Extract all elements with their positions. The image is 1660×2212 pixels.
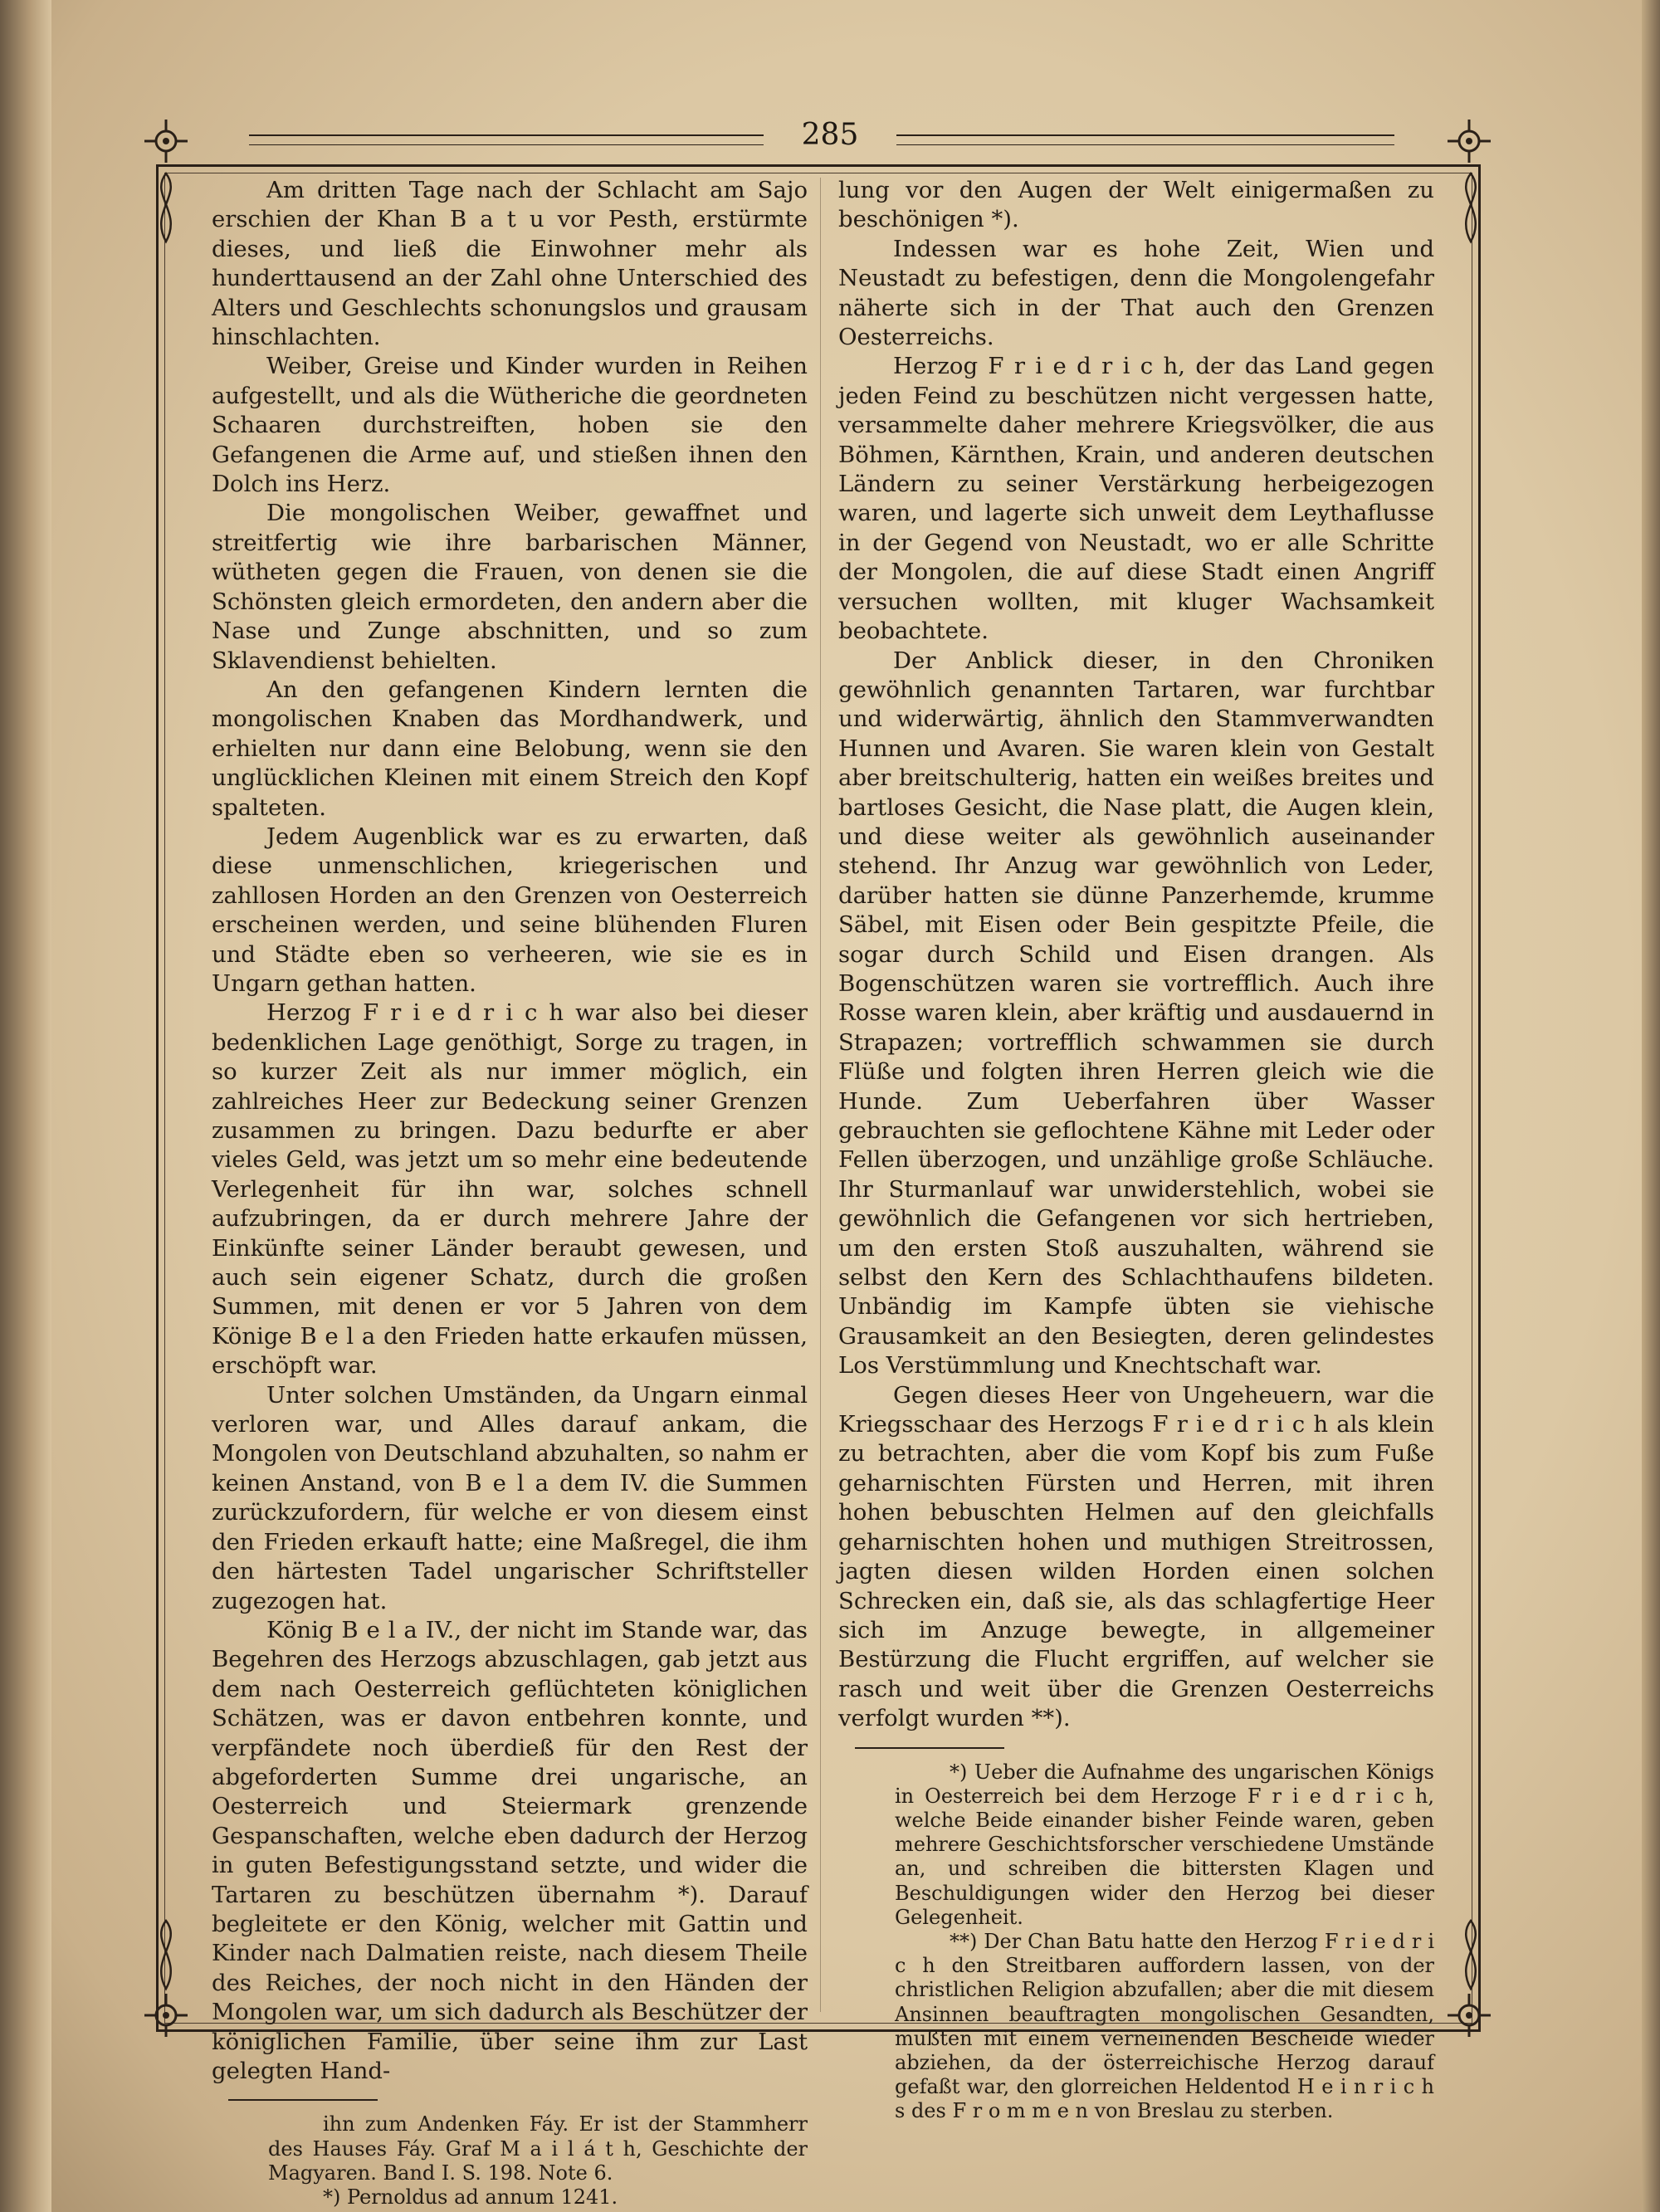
footnote: *) Ueber die Aufnahme des ungarischen Königs in Oesterreich bei dem Herzoge F r i e d r i c h, welche Beide einander bisher Feinde waren, geben mehrere Geschichtsforscher verschiedene Umstände an, und schreiben die bittersten Klagen und Beschuldigungen wider den Herzog bei dieser Gelegenheit.	[895, 1760, 1434, 1929]
flourish-icon	[146, 1917, 186, 1992]
footnote: ihn zum Andenken Fáy. Er ist der Stammherr des Hauses Fáy. Graf M a i l á t h, Geschichte der Magyaren. Band I. S. 198. Note 6.	[268, 2112, 808, 2185]
page-edge	[1642, 0, 1660, 2212]
corner-ornament-icon	[1444, 1990, 1494, 2040]
paragraph: lung vor den Augen der Welt einigermaßen zu beschönigen *).	[838, 177, 1434, 233]
paragraph: Jedem Augenblick war es zu erwarten, daß diese unmenschlichen, kriegerischen und zahllosen Horden an den Grenzen von Oesterreich erscheinen werden, und seine blühenden Fluren und Städte eben so verheeren, wie sie es in Ungarn gethan hatten.	[212, 823, 808, 997]
paragraph: Am dritten Tage nach der Schlacht am Sajo erschien der Khan B a t u vor Pesth, erstürmte dieses, und ließ die Einwohner mehr als hunderttausend an der Zahl ohne Unterschied des Alters und Geschlechts schonungslos und grausam hinschlachten.	[212, 177, 808, 351]
paragraph: König B e l a IV., der nicht im Stande war, das Begehren des Herzogs abzuschlagen, gab jetzt aus dem nach Oesterreich geflüchteten königlichen Schätzen, was er davon entbehren konnte, und verpfändete noch überdieß für den Rest der abgeforderten Summe drei ungarische, an Oesterreich und Steiermark grenzende Gespanschaften, welche eben dadurch der Herzog in guten Befestigungsstand setzte, und wider die Tartaren zu beschützen übernahm *). Darauf begleitete er den König, welcher mit Gattin und Kinder nach Dalmatien reiste, nach diesem Theile des Reiches, der noch nicht in den Händen der Mongolen war, um sich dadurch als Beschützer der königlichen Familie, über seine ihm zur Last gelegten Hand-	[212, 1616, 808, 2084]
footnote: **) Der Chan Batu hatte den Herzog F r i e d r i c h den Streitbaren auffordern lassen, von der christlichen Religion abzufallen; aber die mit diesem Ansinnen beauftragten mongolischen Gesandten, mußten mit einem verneinenden Bescheide wieder abziehen, da der österreichische Herzog darauf gefaßt war, den glorreichen Heldentod H e i n r i c h s des F r o m m e n von Breslau zu sterben.	[895, 1929, 1434, 2123]
right-column	[838, 176, 1434, 2124]
paragraph: Herzog F r i e d r i c h, der das Land gegen jeden Feind zu beschützen nicht vergessen hatte, versammelte daher mehrere Kriegsvölker, die aus Böhmen, Kärnthen, Krain, und anderen deutschen Ländern zu seiner Verstärkung herbeigezogen waren, und lagerte sich unweit dem Leythaflusse in der Gegend von Neustadt, wo er alle Schritte der Mongolen, die auf diese Stadt einen Angriff versuchen wollten, mit kluger Wachsamkeit beobachtete.	[838, 353, 1434, 645]
corner-ornament-icon	[1444, 116, 1494, 166]
column-divider	[820, 178, 821, 2012]
paragraph: Weiber, Greise und Kinder wurden in Reihen aufgestellt, und als die Wütheriche die geordneten Schaaren durchstreiften, hoben sie den Gefangenen die Arme auf, und stießen ihnen den Dolch ins Herz.	[212, 353, 808, 498]
footnote-rule	[228, 2099, 378, 2101]
book-gutter	[0, 0, 51, 2212]
corner-ornament-icon	[141, 116, 191, 166]
paragraph: Der Anblick dieser, in den Chroniken gewöhnlich genannten Tartaren, war furchtbar und widerwärtig, ähnlich den Stammverwandten Hunnen und Avaren. Sie waren klein von Gestalt aber breitschulterig, hatten ein weißes breites und bartloses Gesicht, die Nase platt, die Augen klein, und diese weiter als gewöhnlich auseinander stehend. Ihr Anzug war gewöhnlich von Leder, darüber hatten sie dünne Panzerhemde, krumme Säbel, mit Eisen oder Bein gespitzte Pfeile, die sogar durch Schild und Eisen drangen. Als Bogenschützen waren sie vortrefflich. Auch ihre Rosse waren klein, aber kräftig und ausdauernd in Strapazen; vortrefflich schwammen sie durch Flüße und folgten ihren Herren gleich wie die Hunde. Zum Ueberfahren über Wasser gebrauchten sie geflochtene Kähne mit Leder oder Fellen überzogen, und unzählige große Schläuche. Ihr Sturmanlauf war unwiderstehlich, wobei sie gewöhnlich die Gefangenen vor sich hertrieben, um den ersten Stoß auszuhalten, während sie selbst den Kern des Schlachthaufens bildeten. Unbändig im Kampfe übten sie viehische Grausamkeit an den Besiegten, deren gelindestes Los Verstümmlung und Knechtschaft war.	[838, 647, 1434, 1379]
flourish-icon	[146, 170, 186, 245]
paragraph: Herzog F r i e d r i c h war also bei dieser bedenklichen Lage genöthigt, Sorge zu tragen, in so kurzer Zeit als nur immer möglich, ein zahlreiches Heer zur Bedeckung seiner Grenzen zusammen zu bringen. Dazu bedurfte er aber vieles Geld, was jetzt um so mehr eine bedeutende Verlegenheit für ihn war, solches schnell aufzubringen, da er durch mehrere Jahre der Einkünfte seiner Länder beraubt gewesen, und auch sein eigener Schatz, durch die großen Summen, mit denen er vor 5 Jahren von dem Könige B e l a den Frieden hatte erkaufen müssen, erschöpft war.	[212, 999, 808, 1379]
paragraph: Die mongolischen Weiber, gewaffnet und streitfertig wie ihre barbarischen Männer, wütheten gegen die Frauen, von denen sie die Schönsten gleich ermordeten, den andern aber die Nase und Zunge abschnitten, und so zum Sklavendienst behielten.	[212, 500, 808, 674]
paragraph: Unter solchen Umständen, da Ungarn einmal verloren war, und Alles darauf ankam, die Mongolen von Deutschland abzuhalten, so nahm er keinen Anstand, von B e l a dem IV. die Summen zurückzufordern, für welche er von diesem einst den Frieden erkauft hatte; eine Maßregel, die ihm den härtesten Tadel ungarischer Schriftsteller zugezogen hat.	[212, 1381, 808, 1614]
footnote: *) Pernoldus ad annum 1241.	[323, 2185, 618, 2210]
flourish-icon	[1451, 1917, 1491, 1992]
paragraph: Gegen dieses Heer von Ungeheuern, war die Kriegsschaar des Herzogs F r i e d r i c h als klein zu betrachten, aber die vom Kopf bis zum Fuße geharnischten Fürsten und Herren, mit ihren hohen bebuschten Helmen auf den gleichfalls geharnischten hohen und muthigen Streitrossen, jagten diesen wilden Horden einen solchen Schrecken ein, daß sie, als das schlagfertige Heer sich im Anzuge bewegte, in allgemeiner Bestürzung die Flucht ergriffen, auf welcher sie rasch und weit über die Grenzen Oesterreichs verfolgt wurden **).	[838, 1381, 1434, 1732]
header-rule-left	[249, 134, 764, 145]
page-number: 285	[801, 118, 859, 152]
left-column	[212, 176, 808, 2210]
corner-ornament-icon	[141, 1990, 191, 2040]
header-rule-right	[896, 134, 1394, 145]
paragraph: An den gefangenen Kindern lernten die mongolischen Knaben das Mordhandwerk, und erhielten nur dann eine Belobung, wenn sie den unglücklichen Kleinen mit einem Streich den Kopf spalteten.	[212, 676, 808, 821]
footnote-rule	[855, 1747, 1004, 1749]
flourish-icon	[1451, 170, 1491, 245]
paragraph: Indessen war es hohe Zeit, Wien und Neustadt zu befestigen, denn die Mongolengefahr näherte sich in der That auch den Grenzen Oesterreichs.	[838, 235, 1434, 351]
